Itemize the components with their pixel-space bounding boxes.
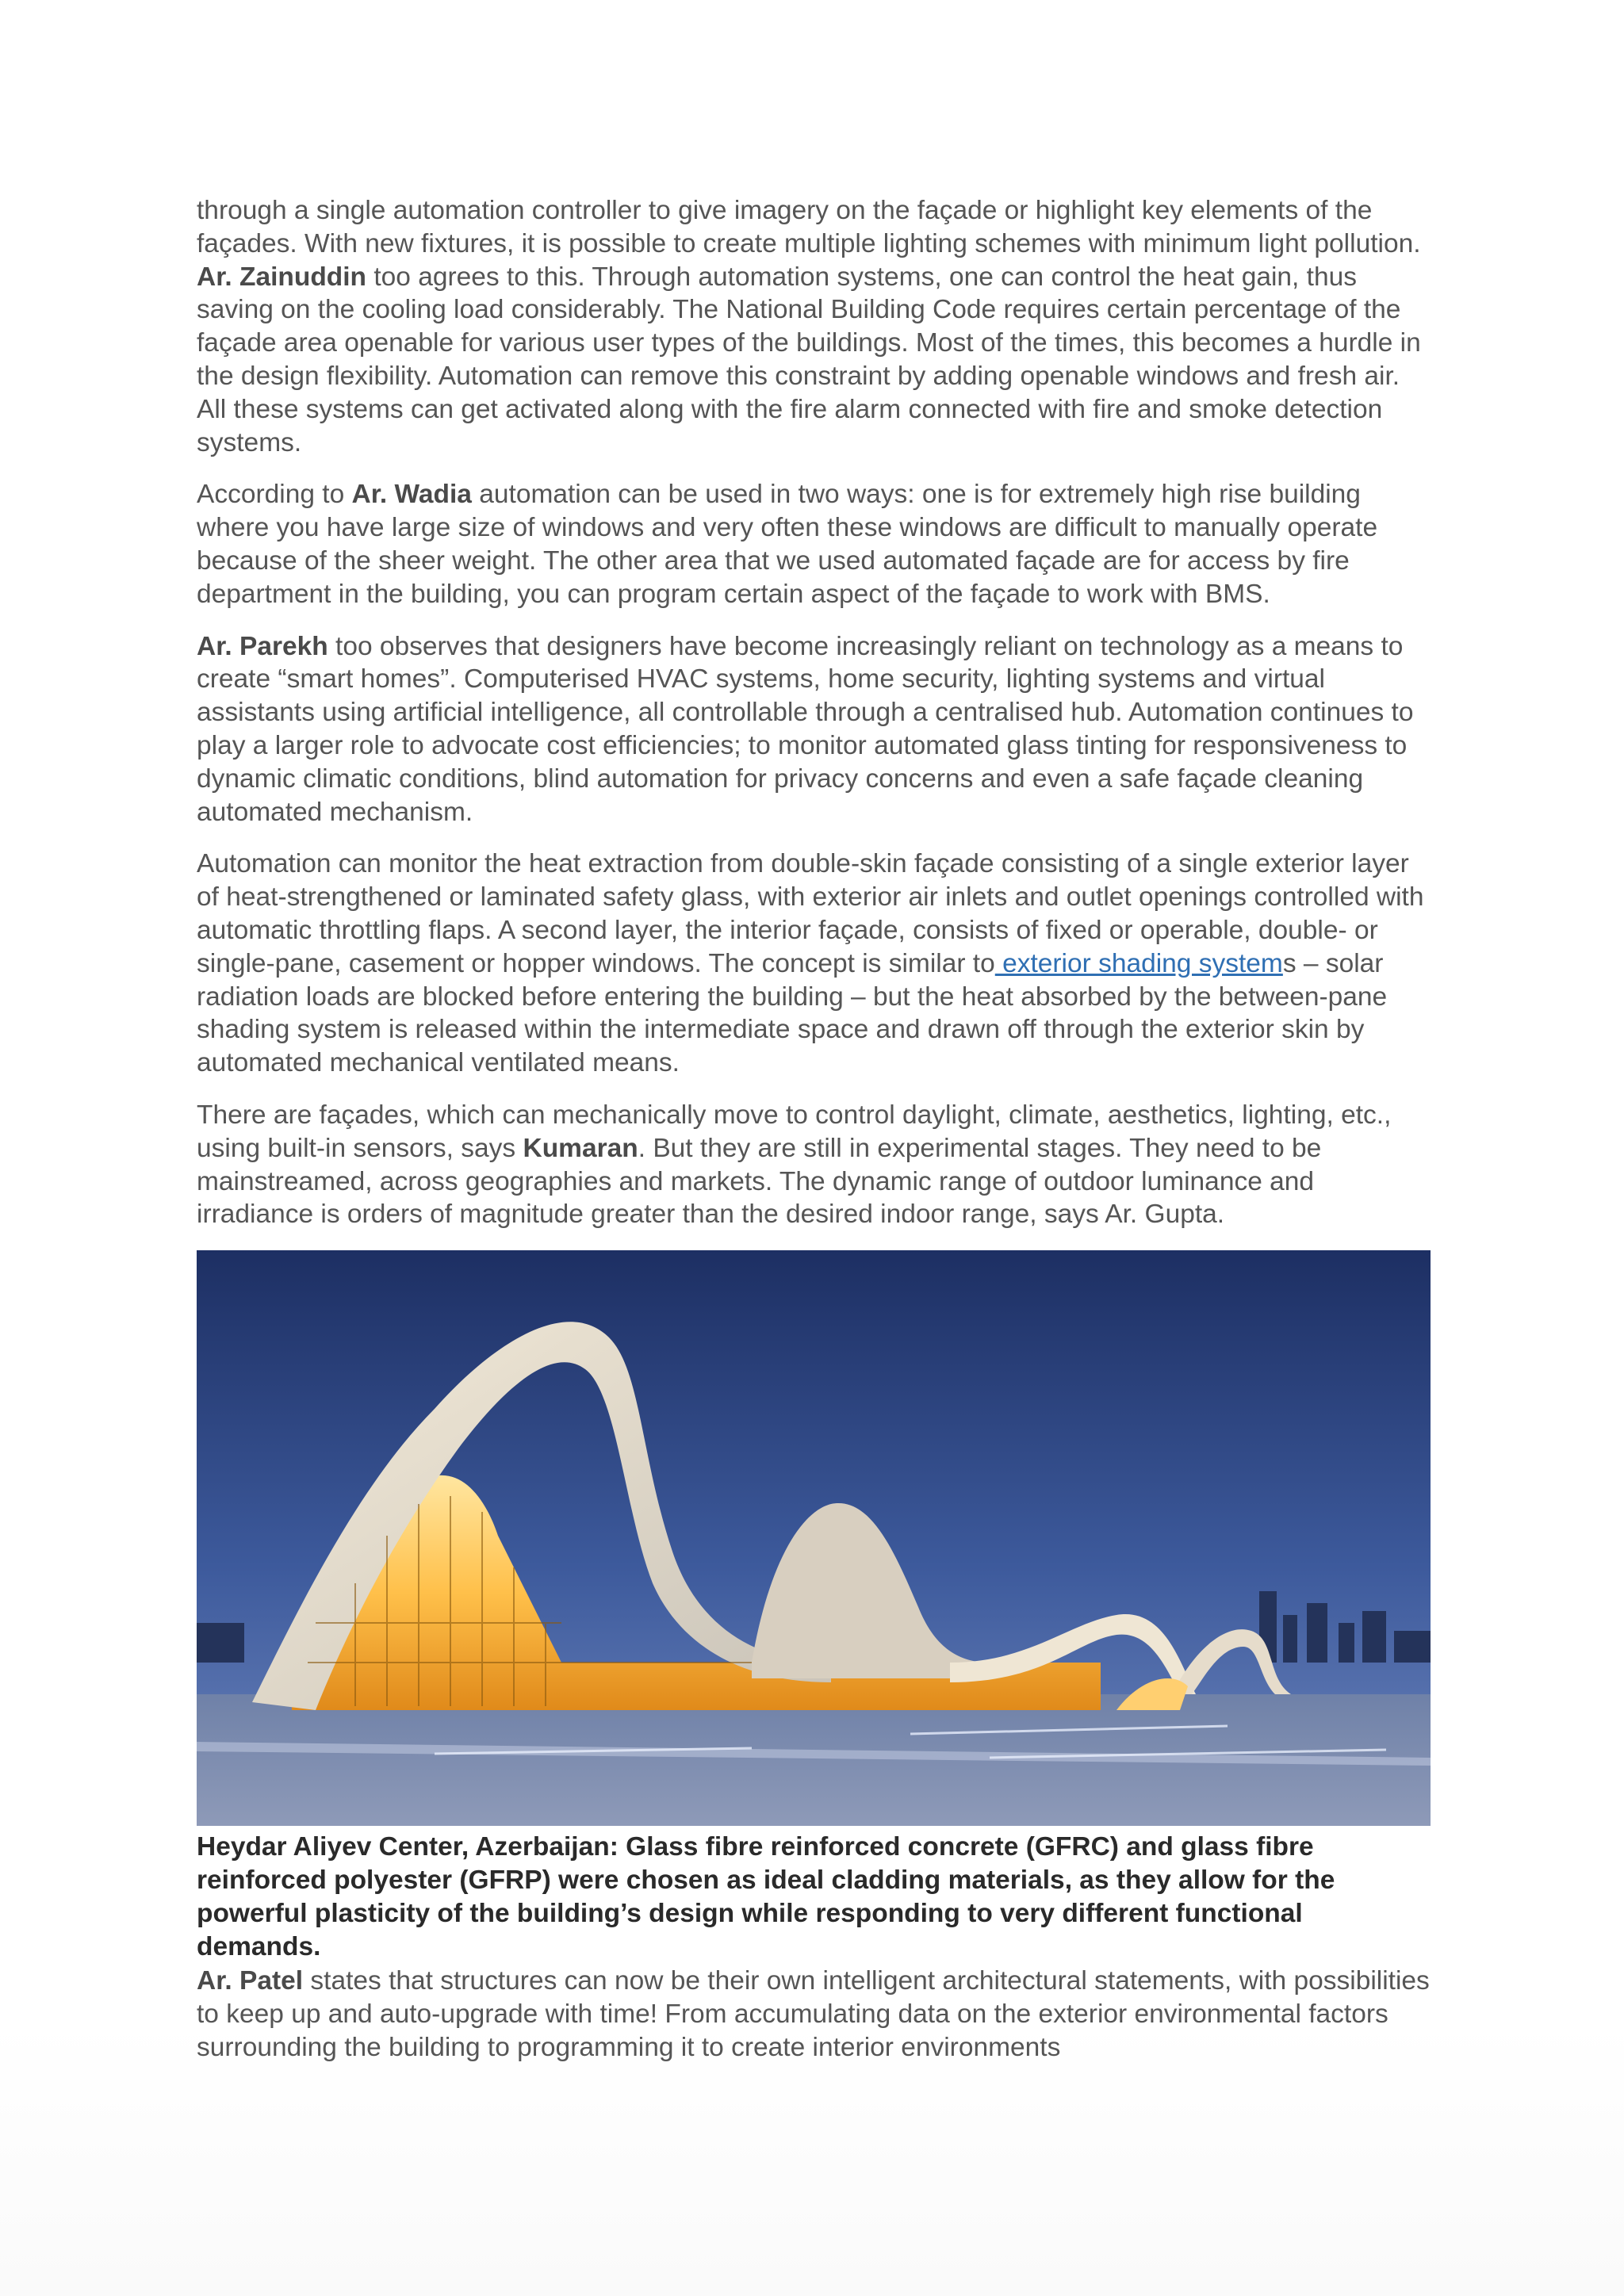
name-parekh: Ar. Parekh xyxy=(197,631,328,661)
name-zainuddin: Ar. Zainuddin xyxy=(197,262,367,292)
article-body xyxy=(197,194,1434,2084)
paragraph-2: According to Ar. Wadia automation can be used in two ways: one is for extremely high rise building where you have large size of windows and very often these windows are difficult to manually operate because of the sheer weight. The other area that we used automated façade are for access by fire department in the building, you can program certain aspect of the façade to work with BMS. xyxy=(197,480,1378,609)
paragraph-4: Automation can monitor the heat extraction from double-skin façade consisting of a single exterior layer of heat-strengthened or laminated safety glass, with exterior air inlets and outlet openings controlled with automatic throttling flaps. A second layer, the interior façade, consists of fixed or operable, double- or single-pane, casement or hopper windows. The concept is similar to exterior shading systems – solar radiation loads are blocked before entering the building – but the heat absorbed by the between-pane shading system is released within the intermediate space and drawn off through the exterior skin by automated mechanical ventilated means. xyxy=(197,849,1424,1078)
paragraph-1: through a single automation controller to give imagery on the façade or highlight key elements of the façades. With new fixtures, it is possible to create multiple lighting schemes with minimum light pollution. Ar. Zainuddin too agrees to this. Through automation systems, one can control the heat gain, thus saving on the cooling load considerably. The National Building Code requires certain percentage of the façade area openable for various user types of the buildings. Most of the times, this becomes a hurdle in the design flexibility. Automation can remove this constraint by adding openable windows and fresh air. All these systems can get activated along with the fire alarm connected with fire and smoke detection systems. xyxy=(197,196,1421,457)
paragraph-6: Ar. Patel states that structures can now be their own intelligent architectural statements, with possibilities to keep up and auto-upgrade with time! From accumulating data on the exterior environmental factors surrounding the building to programming it to create interior environments xyxy=(197,1966,1430,2062)
name-wadia: Ar. Wadia xyxy=(351,480,472,510)
name-kumaran: Kumaran xyxy=(523,1133,638,1163)
heydar-aliyev-center-photo xyxy=(197,1250,1431,1826)
exterior-shading-link[interactable]: exterior shading system xyxy=(994,948,1283,978)
name-patel: Ar. Patel xyxy=(197,1966,304,1996)
paragraph-3: Ar. Parekh too observes that designers have become increasingly reliant on technology as a means to create “smart homes”. Computerised HVAC systems, home security, lighting systems and virtual assistants using artificial intelligence, all controllable through a centralised hub. Automation continues to play a larger role to advocate cost efficiencies; to monitor automated glass tinting for responsiveness to dynamic climatic conditions, blind automation for privacy concerns and even a safe façade cleaning automated mechanism. xyxy=(197,631,1414,827)
paragraph-5: There are façades, which can mechanically move to control daylight, climate, aesthetics, lighting, etc., using built-in sensors, says Kumaran. But they are still in experimental stages. They need to be mainstreamed, across geographies and markets. The dynamic range of outdoor luminance and irradiance is orders of magnitude greater than the desired indoor range, says Ar. Gupta. xyxy=(197,1100,1392,1230)
figure-caption: Heydar Aliyev Center, Azerbaijan: Glass fibre reinforced concrete (GFRC) and glass fibre reinforced polyester (GFRP) were chosen as ideal cladding materials, as they allow for the powerful plasticity of the building’s design while responding to very different functional demands. xyxy=(197,1832,1335,1961)
